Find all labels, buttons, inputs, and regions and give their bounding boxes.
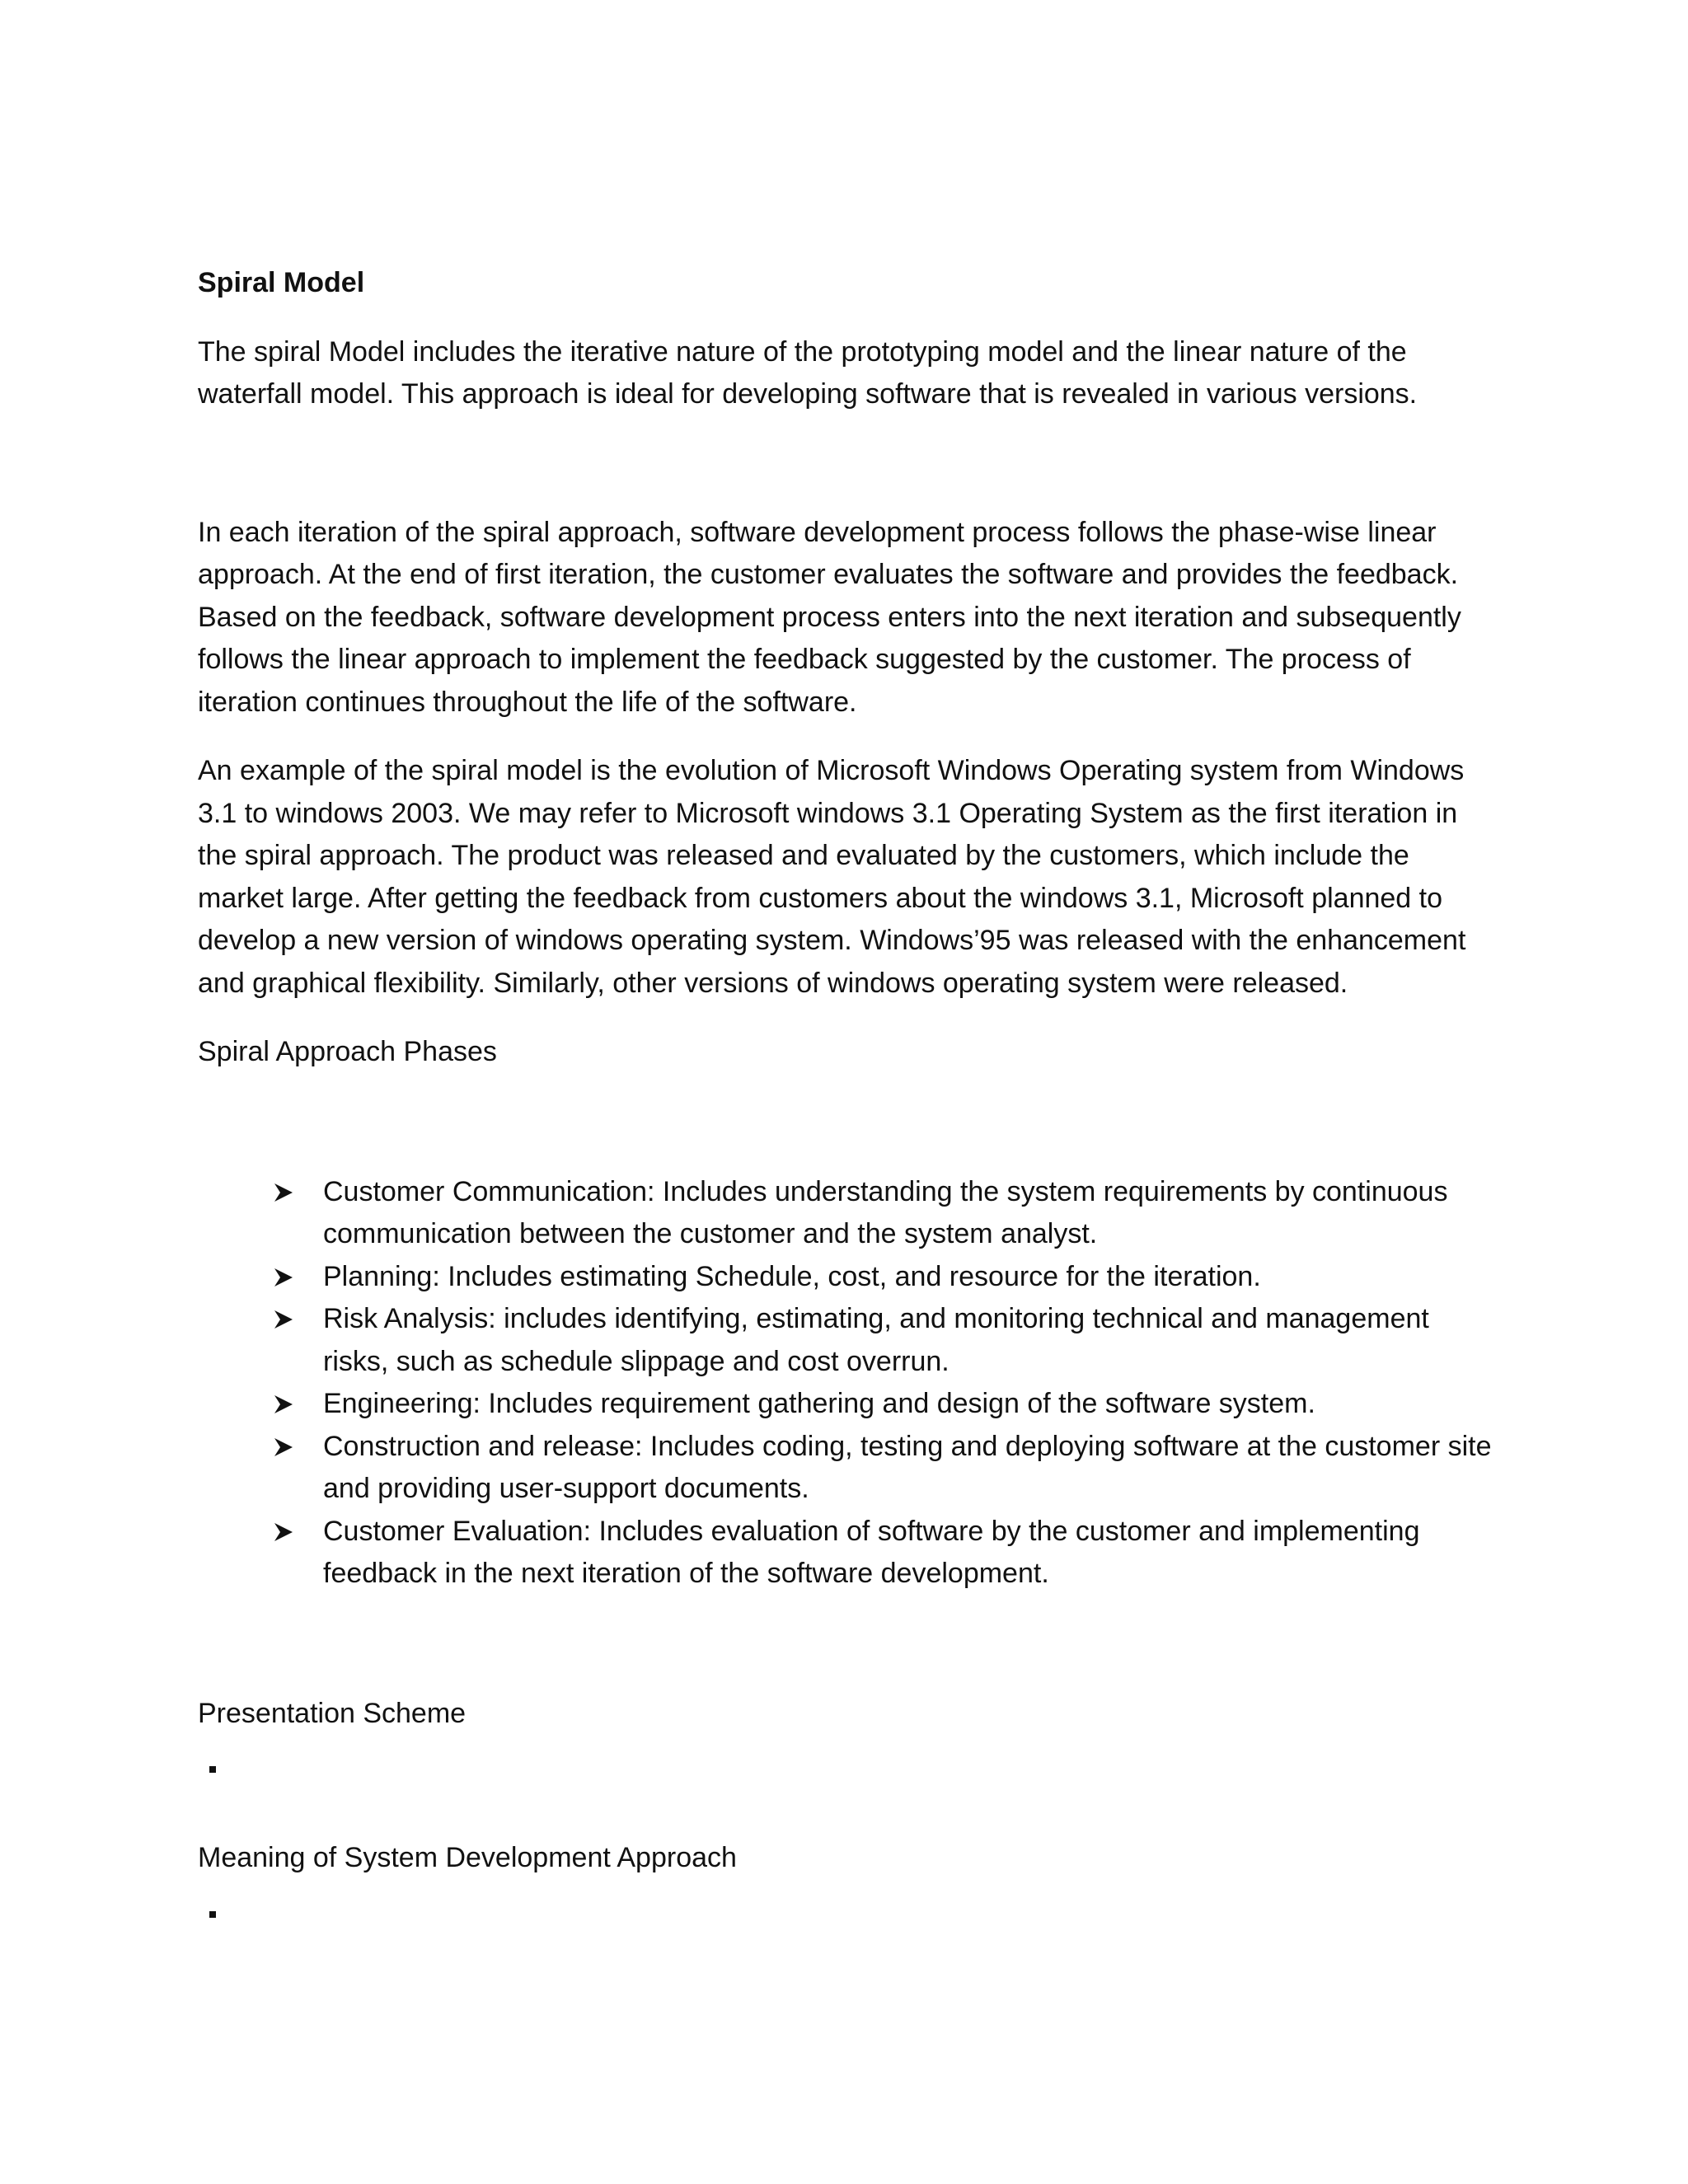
- list-item: [323, 1383, 1500, 1426]
- paragraph-intro: The spiral Model includes the iterative nature of the prototyping model and the linear nature of the waterfall model. This approach is ideal for developing software that is revealed in various versions.: [198, 335, 1418, 410]
- paragraph-example: An example of the spiral model is the evolution of Microsoft Windows Operating system from Windows 3.1 to windows 2003. We may refer to Microsoft windows 3.1 Operating System as the first iteration in the spiral approach. The product was released and evaluated by the customers, which include the market large. After getting the feedback from customers about the windows 3.1, Microsoft planned to develop a new version of windows operating system. Windows’95 was released with the enhancement and graphical flexibility. Similarly, other versions of windows operating system were released.: [198, 755, 1466, 999]
- square-bullet-icon: [209, 1911, 216, 1918]
- phase-text: Customer Communication: Includes understanding the system requirements by continuous communication between the customer and the system analyst.: [323, 1175, 1448, 1249]
- empty-list-item: [198, 1750, 1500, 1793]
- list-item: [323, 1256, 1500, 1299]
- list-item: [323, 1171, 1500, 1256]
- phase-text: Construction and release: Includes coding, testing and deploying software at the customer site and providing user-support documents.: [323, 1430, 1492, 1504]
- arrowhead-bullet-icon: [274, 1256, 298, 1298]
- arrowhead-bullet-icon: [274, 1171, 298, 1213]
- phase-text: Engineering: Includes requirement gathering and design of the software system.: [323, 1388, 1315, 1419]
- phase-text: Customer Evaluation: Includes evaluation of software by the customer and implementing feedback in the next iteration of the software development.: [323, 1515, 1420, 1589]
- arrowhead-bullet-icon: [274, 1426, 298, 1468]
- page-title: Spiral Model: [198, 267, 365, 298]
- square-bullet-icon: [209, 1766, 216, 1773]
- list-item: [323, 1426, 1500, 1511]
- list-item: [323, 1511, 1500, 1596]
- phases-heading: Spiral Approach Phases: [198, 1036, 497, 1067]
- meaning-heading: Meaning of System Development Approach: [198, 1842, 737, 1873]
- phase-text: Risk Analysis: includes identifying, estimating, and monitoring technical and management risks, such as schedule slippage and cost overrun.: [323, 1303, 1429, 1377]
- document-body: [198, 262, 1500, 1938]
- arrowhead-bullet-icon: [274, 1298, 298, 1340]
- phases-list: [198, 1171, 1500, 1596]
- list-item: [323, 1298, 1500, 1383]
- arrowhead-bullet-icon: [274, 1383, 298, 1425]
- paragraph-spacer: [198, 443, 1500, 512]
- phase-text: Planning: Includes estimating Schedule, cost, and resource for the iteration.: [323, 1260, 1261, 1292]
- presentation-heading: Presentation Scheme: [198, 1697, 467, 1729]
- arrowhead-bullet-icon: [274, 1511, 298, 1553]
- empty-list-item: [198, 1895, 1500, 1938]
- paragraph-iteration: In each iteration of the spiral approach, software development process follows the phase-wise linear approach. At the end of first iteration, the customer evaluates the software and provides the feedback. Based on the feedback, software development process enters into the next iteration and subsequently follows the linear approach to implement the feedback suggested by the customer. The process of iteration continues throughout the life of the software.: [198, 516, 1461, 718]
